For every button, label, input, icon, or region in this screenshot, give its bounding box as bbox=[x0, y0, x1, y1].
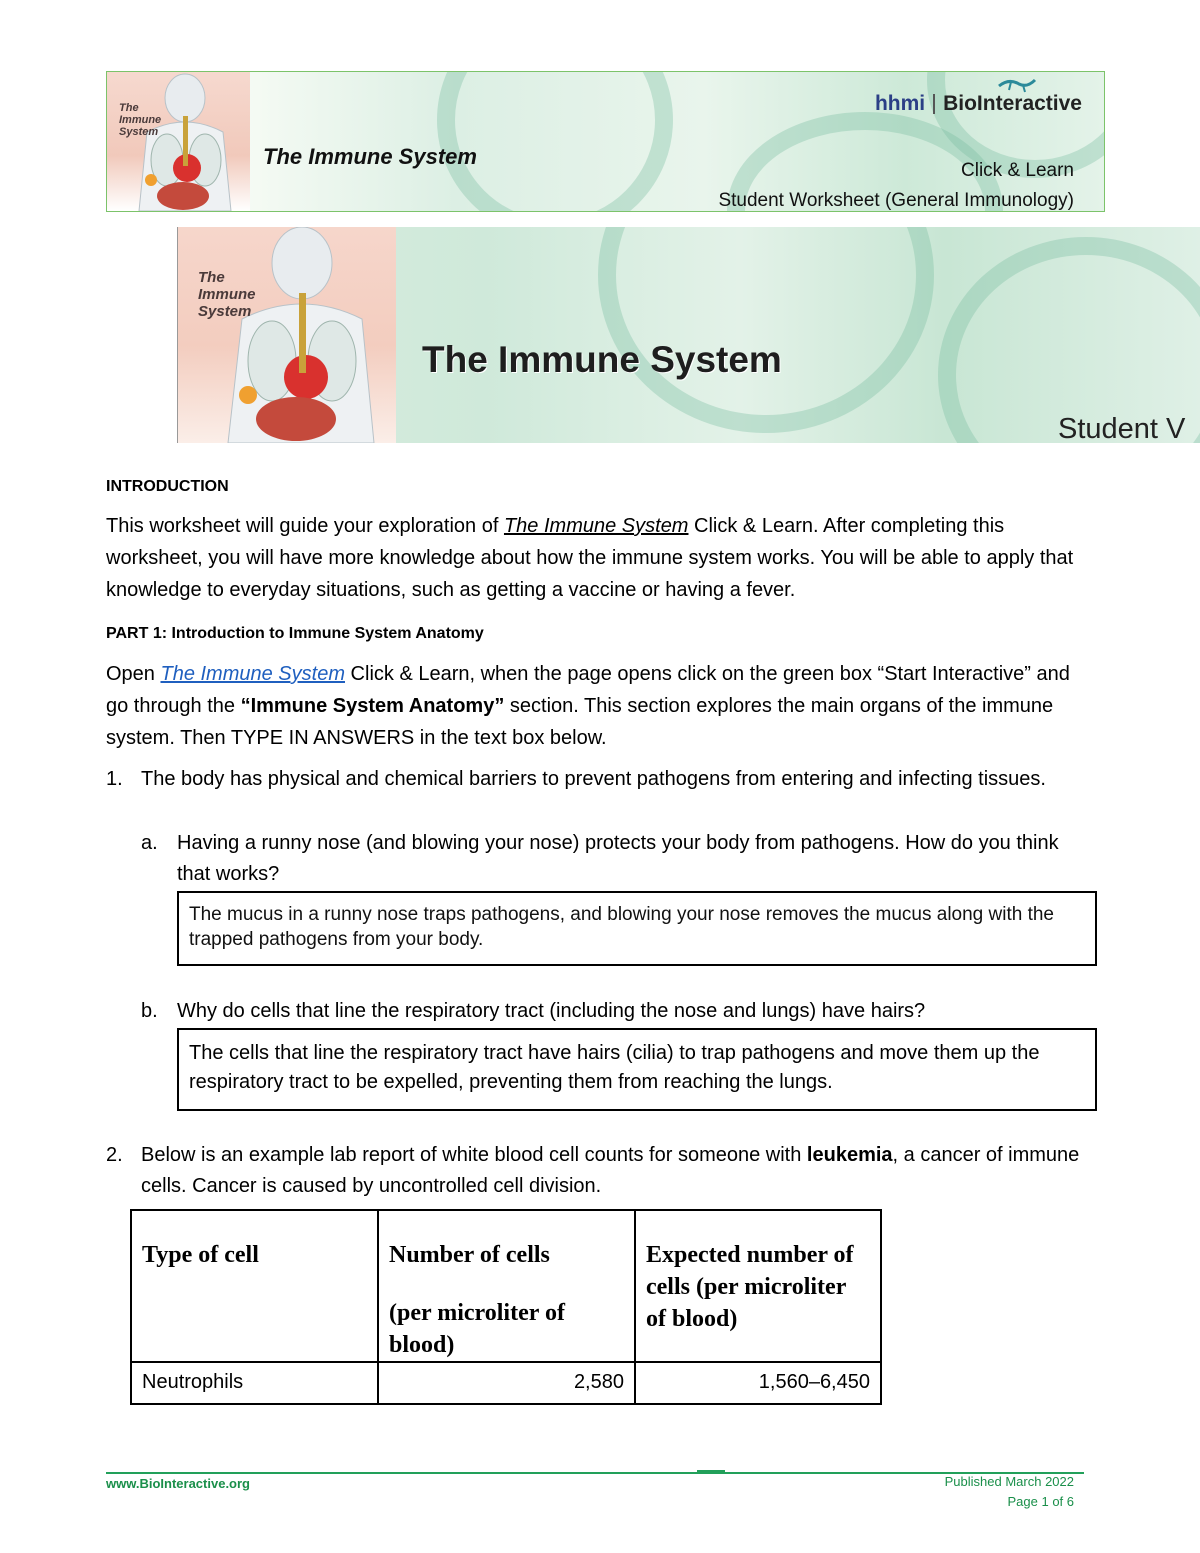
col-expected-number: Expected number of cells (per microliter of blood) bbox=[635, 1210, 881, 1362]
cell-type: Neutrophils bbox=[131, 1362, 378, 1404]
q2-number: 2. bbox=[106, 1144, 123, 1166]
col-number-of-cells: Number of cells (per microliter of blood) bbox=[378, 1210, 635, 1362]
q1-number: 1. bbox=[106, 768, 123, 790]
q1a-text: Having a runny nose (and blowing your nose) protects your body from pathogens. How do you think that works? bbox=[177, 832, 1059, 885]
hhmi-wordmark: hhmi bbox=[874, 92, 926, 115]
footer-page-number: Page 1 of 6 bbox=[1007, 1494, 1074, 1509]
part1-heading: PART 1: Introduction to Immune System Anatomy bbox=[106, 625, 484, 642]
banner-large-title: The Immune System bbox=[422, 339, 782, 380]
illustration-label: The Immune System bbox=[119, 102, 162, 138]
banner-worksheet-label: Student Worksheet (General Immunology) bbox=[718, 190, 1074, 211]
introduction-heading: INTRODUCTION bbox=[106, 478, 229, 495]
part1-instructions: Open The Immune System Click & Learn, when the page opens click on the green box “Start Interactive” and go through the “Immune System Anatomy” section. This section explores the main organs of the immune system. Then TYPE IN ANSWERS in the text box below. bbox=[106, 663, 1070, 749]
illustration-label: The Immune System bbox=[198, 269, 256, 320]
biointeractive-wordmark: BioInteractive bbox=[943, 92, 1082, 115]
header-banner-small bbox=[106, 71, 1105, 212]
header-banner-large bbox=[177, 227, 1200, 443]
banner-large-subtitle: Student V bbox=[1058, 413, 1186, 443]
cell-count: 2,580 bbox=[378, 1362, 635, 1404]
body-figure-icon bbox=[178, 227, 396, 443]
q1a-label: a. bbox=[141, 832, 158, 854]
q1-text: The body has physical and chemical barriers to prevent pathogens from entering and infecting tissues. bbox=[141, 768, 1046, 790]
footer-divider-mark bbox=[697, 1470, 725, 1474]
banner-click-learn: Click & Learn bbox=[961, 160, 1074, 181]
section-name: “Immune System Anatomy” bbox=[240, 695, 505, 717]
q2-text: Below is an example lab report of white blood cell counts for someone with leukemia, a cancer of immune cells. Cancer is caused by uncontrolled cell division. bbox=[141, 1144, 1080, 1197]
anatomy-illustration-small bbox=[107, 72, 250, 211]
lab-report-table bbox=[130, 1209, 882, 1405]
q1a-answer-box[interactable]: The mucus in a runny nose traps pathogens, and blowing your nose removes the mucus along with the trapped pathogens from your body. bbox=[177, 891, 1097, 966]
q1b-answer-box[interactable]: The cells that line the respiratory tract have hairs (cilia) to trap pathogens and move them up the respiratory tract to be expelled, preventing them from reaching the lungs. bbox=[177, 1028, 1097, 1111]
col-type-of-cell: Type of cell bbox=[131, 1210, 378, 1362]
banner-title: The Immune System bbox=[263, 144, 477, 169]
table-row bbox=[131, 1362, 881, 1404]
q1b-text: Why do cells that line the respiratory tract (including the nose and lungs) have hairs? bbox=[177, 1000, 926, 1022]
lizard-icon bbox=[997, 76, 1037, 94]
cell-expected: 1,560–6,450 bbox=[635, 1362, 881, 1404]
q1b-label: b. bbox=[141, 1000, 158, 1022]
footer-divider bbox=[106, 1472, 1084, 1474]
footer-published: Published March 2022 bbox=[944, 1474, 1074, 1489]
leukemia-term: leukemia bbox=[806, 1144, 893, 1166]
footer-url[interactable]: www.BioInteractive.org bbox=[106, 1476, 250, 1491]
body-figure-icon bbox=[107, 72, 250, 211]
introduction-paragraph: This worksheet will guide your exploration of The Immune System Click & Learn. After completing this worksheet, you will have more knowledge about how the immune system works. You will be able to apply that knowledge to everyday situations, such as getting a vaccine or having a fever. bbox=[106, 515, 1074, 601]
anatomy-illustration-large bbox=[178, 227, 396, 443]
brand-logo bbox=[875, 92, 1082, 116]
title-reference: The Immune System bbox=[503, 515, 689, 537]
immune-system-link[interactable]: The Immune System bbox=[160, 663, 345, 685]
